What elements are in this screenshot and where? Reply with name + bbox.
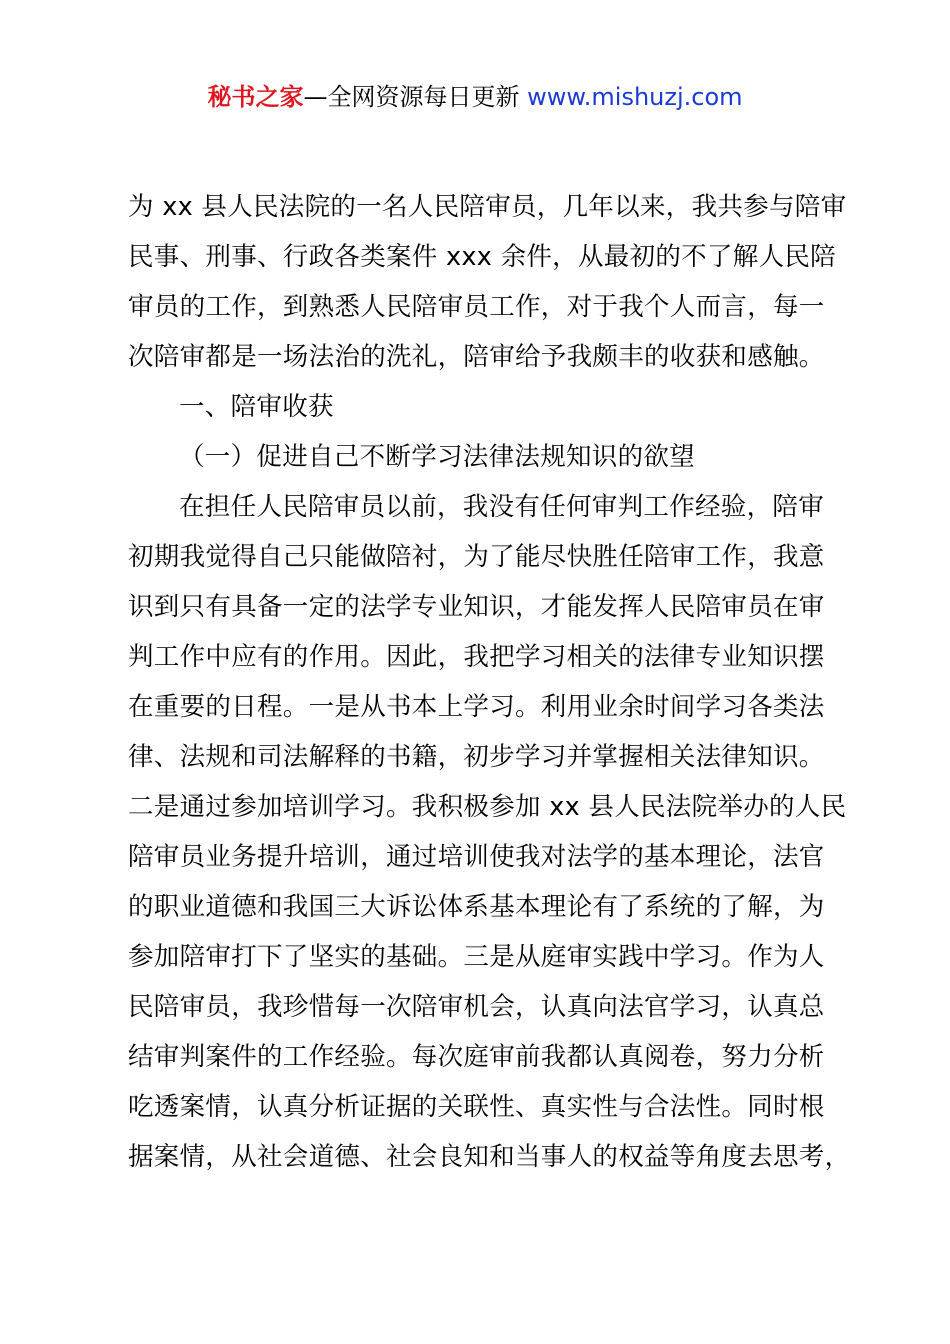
text-line: 二是通过参加培训学习。我积极参加 xx 县人民法院举办的人民 bbox=[128, 792, 847, 822]
text-line: 律、法规和司法解释的书籍，初步学习并掌握相关法律知识。 bbox=[128, 742, 825, 772]
text-line: 民事、刑事、行政各类案件 xxx 余件，从最初的不了解人民陪 bbox=[128, 242, 836, 272]
text-line: 民陪审员，我珍惜每一次陪审机会，认真向法官学习，认真总 bbox=[128, 992, 825, 1022]
header-tagline: —全网资源每日更新 bbox=[303, 83, 528, 111]
site-url: www.mishuzj.com bbox=[527, 83, 743, 111]
document-body bbox=[128, 182, 851, 1182]
section-heading: 一、陪审收获 bbox=[179, 392, 334, 422]
text-line: 吃透案情，认真分析证据的关联性、真实性与合法性。同时根 bbox=[128, 1092, 825, 1122]
text-line: 结审判案件的工作经验。每次庭审前我都认真阅卷，努力分析 bbox=[128, 1042, 825, 1072]
text-line: 识到只有具备一定的法学专业知识，才能发挥人民陪审员在审 bbox=[128, 592, 825, 622]
text-line: 参加陪审打下了坚实的基础。三是从庭审实践中学习。作为人 bbox=[128, 942, 825, 972]
text-line: 在重要的日程。一是从书本上学习。利用业余时间学习各类法 bbox=[128, 692, 825, 722]
site-brand: 秘书之家 bbox=[207, 83, 304, 111]
page-header bbox=[0, 80, 950, 114]
text-line: 的职业道德和我国三大诉讼体系基本理论有了系统的了解，为 bbox=[128, 892, 825, 922]
text-line: 为 xx 县人民法院的一名人民陪审员，几年以来，我共参与陪审 bbox=[128, 192, 847, 222]
text-line: 据案情，从社会道德、社会良知和当事人的权益等角度去思考， bbox=[128, 1142, 851, 1172]
subsection-heading: （一）促进自己不断学习法律法规知识的欲望 bbox=[179, 442, 696, 472]
text-line: 初期我觉得自己只能做陪衬，为了能尽快胜任陪审工作，我意 bbox=[128, 542, 825, 572]
text-line: 陪审员业务提升培训，通过培训使我对法学的基本理论，法官 bbox=[128, 842, 825, 872]
text-line: 判工作中应有的作用。因此，我把学习相关的法律专业知识摆 bbox=[128, 642, 825, 672]
text-line: 审员的工作，到熟悉人民陪审员工作，对于我个人而言，每一 bbox=[128, 292, 825, 322]
text-line: 次陪审都是一场法治的洗礼，陪审给予我颇丰的收获和感触。 bbox=[128, 342, 825, 372]
text-line: 在担任人民陪审员以前，我没有任何审判工作经验，陪审 bbox=[179, 492, 825, 522]
